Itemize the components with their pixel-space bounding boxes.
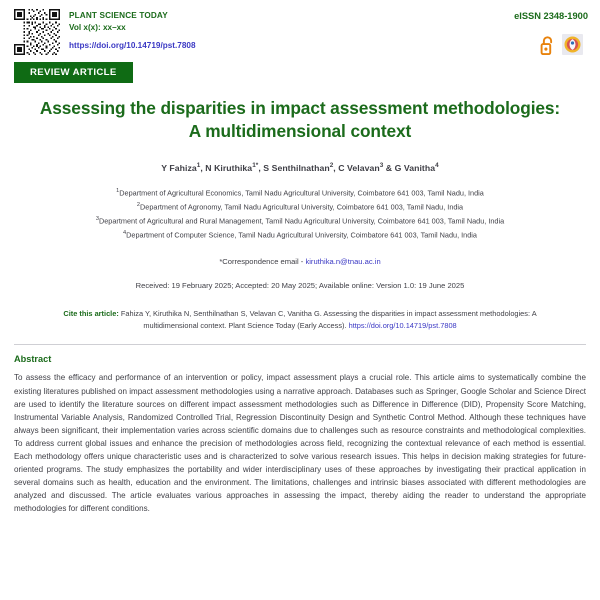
badge-row bbox=[514, 34, 588, 55]
eissn-label: eISSN 2348-1900 bbox=[514, 11, 588, 21]
affiliation-item bbox=[14, 228, 586, 242]
author-list: Y Fahiza$^1$, N Kiruthika$^{1*}$, S Senthilnathan$^2$, C Velavan$^3$ & G Vanitha$^4$ bbox=[161, 162, 439, 173]
correspondence-email-link[interactable]: kiruthika.n@tnau.ac.in bbox=[305, 256, 381, 266]
page-title: Assessing the disparities in impact assessment methodologies: A multidimensional context bbox=[39, 98, 561, 141]
masthead-right bbox=[514, 9, 588, 55]
affiliation-text: Department of Agricultural and Rural Management, Tamil Nadu Agricultural University, Coimbatore 641 003, Tamil Nadu, India bbox=[98, 216, 505, 226]
journal-title: PLANT SCIENCE TODAY bbox=[69, 11, 168, 20]
publication-dates: Received: 19 February 2025; Accepted: 20 May 2025; Available online: Version 1.0: 19 June 2025 bbox=[135, 280, 465, 290]
affiliation-marker: 1 bbox=[116, 187, 120, 194]
citation-block bbox=[36, 308, 564, 332]
journal-volume: Vol x(x): xx–xx bbox=[69, 22, 126, 32]
affiliation-text: Department of Computer Science, Tamil Nadu Agricultural University, Coimbatore 641 003, Tamil Nadu, India bbox=[126, 230, 477, 240]
abstract-section bbox=[14, 354, 586, 514]
affiliation-marker: 4 bbox=[123, 229, 127, 236]
abstract-body: To assess the efficacy and performance of an intervention or policy, impact assessment plays a crucial role. This article aims to systematically combine the existing literatures published on impact assessment methodologies using a narrative approach. Databases such as Springer, Google Scholar and Science Direct are used to identify the literature sources on different impact assessment methodologies such as Difference in Difference (DID), Propensity Score Matching, Instrumental Variable Analysis, Randomized Controlled Trial, Regression Discontinuity Design and Synthetic Control Method. Although these techniques have always been significant, their implementation varies across scientific domains due to challenges such as resource constraints and methodological complexities. To address current global issues and enhance the precision of methodologies across field, recognizing the contextual relevance of each method is essential. Each methodology offers unique characteristic uses and is characterized to solve various research issues. This helps in decision making strategies for future-oriented programs. The study emphasizes the portability and wider interdisciplinary uses of these approaches by investigating their practical application in several domains such as health, education and the environment. The limitations, challenges and intrinsic biases associated with different methodologies are analyzed and discussed. The article evaluates various approaches in assessing the impact, thereby aiding the reader to understand the appropriate methodologies for different conditions. bbox=[14, 373, 586, 513]
abstract-heading: Abstract bbox=[14, 354, 52, 365]
correspondence-line bbox=[0, 257, 600, 266]
article-type-badge: REVIEW ARTICLE bbox=[14, 62, 133, 83]
journal-logo-icon bbox=[562, 34, 583, 55]
correspondence-label: *Correspondence email - bbox=[219, 256, 304, 266]
affiliation-text: Department of Agricultural Economics, Tamil Nadu Agricultural University, Coimbatore 641 003, Tamil Nadu, India bbox=[119, 188, 484, 198]
affiliation-item bbox=[14, 214, 586, 228]
qr-code-icon bbox=[14, 9, 60, 55]
journal-doi-link[interactable]: https://doi.org/10.14719/pst.7808 bbox=[69, 41, 196, 51]
affiliation-marker: 2 bbox=[136, 201, 140, 208]
citation-doi-link[interactable]: https://doi.org/10.14719/pst.7808 bbox=[348, 320, 457, 330]
affiliation-marker: 3 bbox=[95, 215, 99, 222]
journal-info bbox=[69, 9, 196, 56]
masthead bbox=[0, 0, 600, 56]
open-access-lock-icon bbox=[540, 35, 555, 55]
article-type-wrap bbox=[0, 56, 600, 83]
section-divider bbox=[14, 344, 586, 345]
affiliation-item bbox=[14, 200, 586, 214]
citation-text: Fahiza Y, Kiruthika N, Senthilnathan S, Velavan C, Vanitha G. Assessing the disparities in impact assessment methodologies: A multidimensional context. Plant Science Today (Early Access). bbox=[120, 308, 537, 330]
affiliation-list bbox=[14, 186, 586, 242]
affiliation-text: Department of Agronomy, Tamil Nadu Agricultural University, Coimbatore 641 003, Tamil Nadu, India bbox=[140, 202, 464, 212]
affiliation-item bbox=[14, 186, 586, 200]
cite-this-article-label: Cite this article: bbox=[63, 308, 119, 318]
masthead-left bbox=[14, 9, 196, 56]
